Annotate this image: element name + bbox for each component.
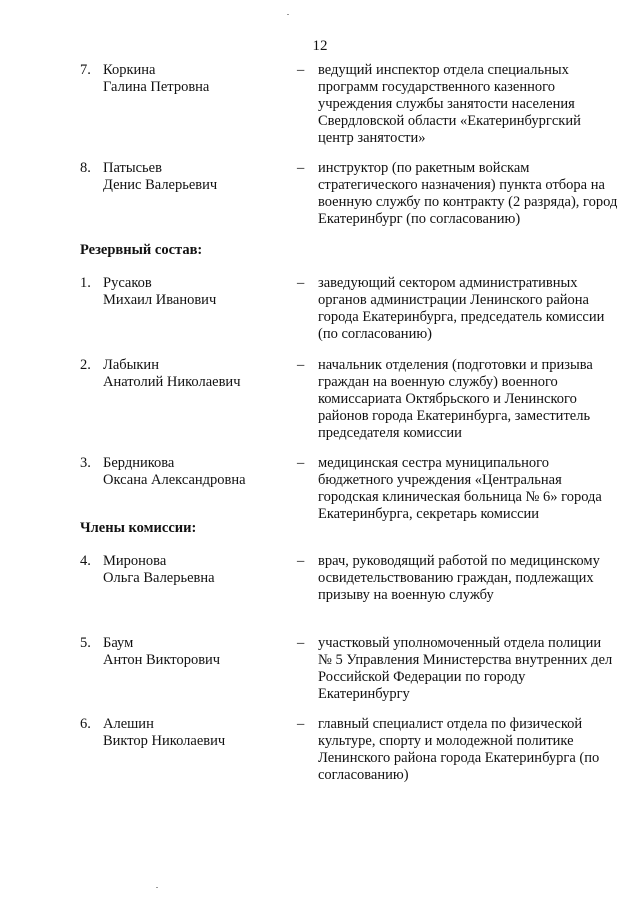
- member-position: начальник отделения (подготовки и призыва граждан на военную службу) военного комиссариата Октябрьского и Ленинского районов города Екатеринбурга, заместитель председателя комиссии: [318, 357, 593, 441]
- dash-separator: –: [297, 553, 305, 569]
- member-surname: Миронова: [103, 553, 167, 569]
- entry-number: 5.: [80, 635, 91, 651]
- entry-number: 1.: [80, 275, 91, 291]
- member-position: медицинская сестра муниципального бюджетного учреждения «Центральная городская клиническая больница № 6» города Екатеринбурга, секретарь комиссии: [318, 455, 602, 522]
- member-given-names: Михаил Иванович: [103, 292, 217, 308]
- member-name: [103, 635, 283, 669]
- member-name: [103, 160, 283, 194]
- dash-separator: –: [297, 455, 305, 471]
- entry-number: 7.: [80, 62, 91, 78]
- dash-separator: –: [297, 716, 305, 732]
- member-position: инструктор (по ракетным войскам стратегического назначения) пункта отбора на военную службу по контракту (2 разряда), город Екатеринбург (по согласованию): [318, 160, 618, 227]
- member-given-names: Денис Валерьевич: [103, 177, 218, 193]
- entry-number: 8.: [80, 160, 91, 176]
- entry-number: 3.: [80, 455, 91, 471]
- member-surname: Алешин: [103, 716, 154, 732]
- member-position: заведующий сектором административных органов администрации Ленинского района города Екатеринбурга, председатель комиссии (по согласованию): [318, 275, 605, 342]
- member-surname: Баум: [103, 635, 134, 651]
- member-surname: Коркина: [103, 62, 156, 78]
- member-given-names: Антон Викторович: [103, 652, 221, 668]
- scan-speck: [287, 14, 289, 15]
- member-surname: Лабыкин: [103, 357, 159, 373]
- member-name: [103, 275, 283, 309]
- member-name: [103, 553, 283, 587]
- member-given-names: Анатолий Николаевич: [103, 374, 241, 390]
- dash-separator: –: [297, 635, 305, 651]
- dash-separator: –: [297, 357, 305, 373]
- member-given-names: Галина Петровна: [103, 79, 210, 95]
- entry-number: 4.: [80, 553, 91, 569]
- member-name: [103, 455, 283, 489]
- member-name: [103, 716, 283, 750]
- member-surname: Патысьев: [103, 160, 162, 176]
- entry-number: 6.: [80, 716, 91, 732]
- member-name: [103, 62, 283, 96]
- dash-separator: –: [297, 62, 305, 78]
- section-heading-members: Члены комиссии:: [80, 520, 197, 536]
- member-position: участковый уполномоченный отдела полиции № 5 Управления Министерства внутренних дел Российской Федерации по городу Екатеринбургу: [318, 635, 613, 702]
- member-name: [103, 357, 283, 391]
- entry-number: 2.: [80, 357, 91, 373]
- member-given-names: Виктор Николаевич: [103, 733, 226, 749]
- member-position: врач, руководящий работой по медицинскому освидетельствованию граждан, подлежащих призыву на военную службу: [318, 553, 600, 603]
- scan-speck: [156, 887, 158, 888]
- member-given-names: Оксана Александровна: [103, 472, 246, 488]
- section-heading-reserve: Резервный состав:: [80, 242, 203, 258]
- member-position: ведущий инспектор отдела специальных программ государственного казенного учреждения службы занятости населения Свердловской области «Екатеринбургский центр занятости»: [318, 62, 581, 146]
- page-number: 12: [312, 38, 328, 54]
- dash-separator: –: [297, 275, 305, 291]
- member-surname: Русаков: [103, 275, 152, 291]
- member-given-names: Ольга Валерьевна: [103, 570, 215, 586]
- member-surname: Бердникова: [103, 455, 175, 471]
- dash-separator: –: [297, 160, 305, 176]
- member-position: главный специалист отдела по физической культуре, спорту и молодежной политике Ленинского района города Екатеринбурга (по согласованию): [318, 716, 600, 783]
